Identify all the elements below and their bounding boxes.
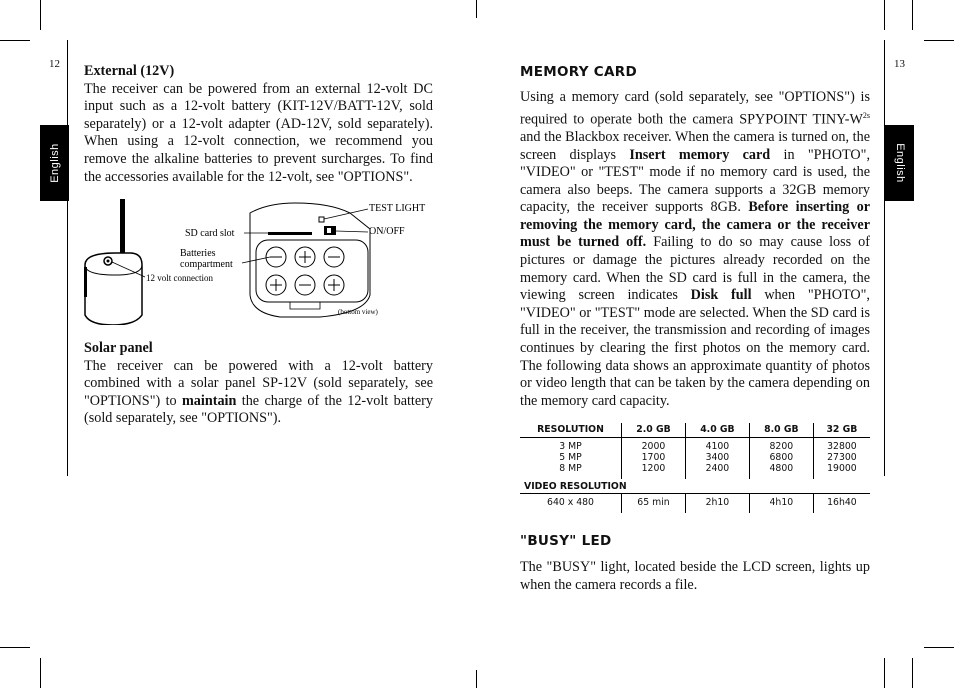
table-header: 32 GB (813, 423, 870, 438)
solar-heading: Solar panel (84, 340, 153, 356)
solar-body (84, 358, 433, 428)
warning-text: Before inserting or removing the memory card, the camera or the receiver must be turned off. (520, 199, 871, 251)
language-tab-label: English (893, 143, 906, 183)
crop-mark (67, 40, 68, 476)
language-tab (40, 125, 69, 201)
table-header-row (520, 423, 870, 438)
crop-mark (884, 40, 885, 476)
page-number: 12 (49, 58, 60, 70)
crop-mark (476, 0, 477, 18)
table-cell: 16h40 (813, 494, 870, 514)
sd-card-slot-label: SD card slot (185, 228, 235, 239)
video-heading: VIDEO RESOLUTION (520, 479, 870, 494)
capacity-table (520, 423, 870, 513)
solar-text: the charge of the 12-volt battery (sold separately, see "OPTIONS"). (84, 392, 433, 427)
crop-mark (40, 0, 41, 30)
crop-mark (0, 647, 30, 648)
model-superscript: 2s (862, 110, 870, 120)
disk-full-text: Disk full (690, 287, 752, 304)
busy-led-body (520, 559, 870, 594)
crop-mark (884, 0, 885, 30)
memory-text: in "PHOTO", "VIDEO" or "TEST" mode if no memory card is used, the camera also beeps. The camera supports a 32GB memory capacity, the receiver supports 8GB. (520, 146, 871, 216)
table-cell: 2000 1700 1200 (622, 438, 686, 480)
crop-mark (912, 0, 913, 30)
language-tab-label: English (48, 143, 61, 183)
insert-memory-card-text: Insert memory card (629, 146, 771, 163)
table-cell: 3 MP 5 MP 8 MP (559, 441, 582, 474)
page-number: 13 (894, 58, 905, 70)
sd-slot-icon (268, 232, 312, 235)
table-header: 8.0 GB (749, 423, 813, 438)
busy-led-heading: "BUSY" LED (520, 533, 612, 549)
test-light-icon (319, 217, 324, 222)
solar-text: The receiver can be powered with a 12-volt battery combined with a solar panel SP-12V (sold separately, see "OPTIONS") to (84, 357, 433, 409)
volt-connection-label: 12 volt connection (146, 273, 213, 283)
memory-card-heading: MEMORY CARD (520, 64, 637, 80)
receiver-body (85, 253, 142, 325)
receiver-diagram (80, 195, 440, 325)
crop-mark (884, 658, 885, 688)
bottom-view-housing (250, 203, 370, 317)
table-row (520, 494, 870, 514)
external-body: The receiver can be powered from an external 12-volt DC input such as a 12-volt battery (KIT-12V/BATT-12V, sold separately) or a 12-volt adapter (AD-12V, sold separately). When using a 12-volt connection, we recommend you remove the alkaline batteries to prevent surcharges. To find the accessories available for the 12-volt, see "OPTIONS". (84, 80, 433, 185)
table-cell: 2h10 (685, 494, 749, 514)
table-cell: 640 x 480 (547, 497, 594, 508)
busy-led-text: The "BUSY" light, located beside the LCD screen, lights up when the camera records a file. (520, 559, 870, 593)
solar-bold: maintain (181, 392, 237, 409)
table-cell: 4h10 (749, 494, 813, 514)
compartment-label: compartment (180, 259, 233, 270)
memory-text: Failing to do so may cause loss of pictures or damage the pictures already recorded on the memory card. When the SD card is full in the camera, the viewing screen indicates (520, 234, 870, 304)
test-light-label: TEST LIGHT (369, 203, 426, 214)
memory-card-body (520, 89, 870, 410)
table-header: 4.0 GB (685, 423, 749, 438)
on-off-label: ON/OFF (369, 226, 405, 237)
crop-mark (924, 40, 954, 41)
solar-section (84, 340, 433, 428)
crop-mark (0, 40, 30, 41)
memory-text: Using a memory card (sold separately, see "OPTIONS") is required to operate both the camera SPYPOINT TINY-W (520, 89, 870, 128)
memory-text: and the Blackbox receiver. When the camera is turned on, the screen displays (520, 128, 870, 163)
table-cell: 8200 6800 4800 (749, 438, 813, 480)
batteries-label: Batteries (180, 248, 216, 259)
table-cell: 4100 3400 2400 (685, 438, 749, 480)
table-header: 2.0 GB (622, 423, 686, 438)
table-cell: 32800 27300 19000 (813, 438, 870, 480)
crop-mark (924, 647, 954, 648)
crop-mark (40, 658, 41, 688)
crop-mark (912, 658, 913, 688)
external-heading: External (12V) (84, 63, 175, 79)
table-cell: 65 min (622, 494, 686, 514)
table-row (520, 438, 870, 480)
video-heading-row (520, 479, 870, 494)
language-tab (885, 125, 914, 201)
bottom-view-label: (bottom view) (338, 308, 378, 316)
antenna (120, 199, 125, 255)
crop-mark (476, 670, 477, 688)
table-header: RESOLUTION (520, 423, 622, 438)
external-section (84, 63, 433, 186)
memory-text: when "PHOTO", "VIDEO" or "TEST" mode are selected. When the SD card is full in the receiver, the transmission and recording of images continues by clearing the first photos on the memory card. The following data shows an approximate quantity of photos or video length that can be taken by the camera depending on the memory card capacity. (520, 287, 870, 409)
